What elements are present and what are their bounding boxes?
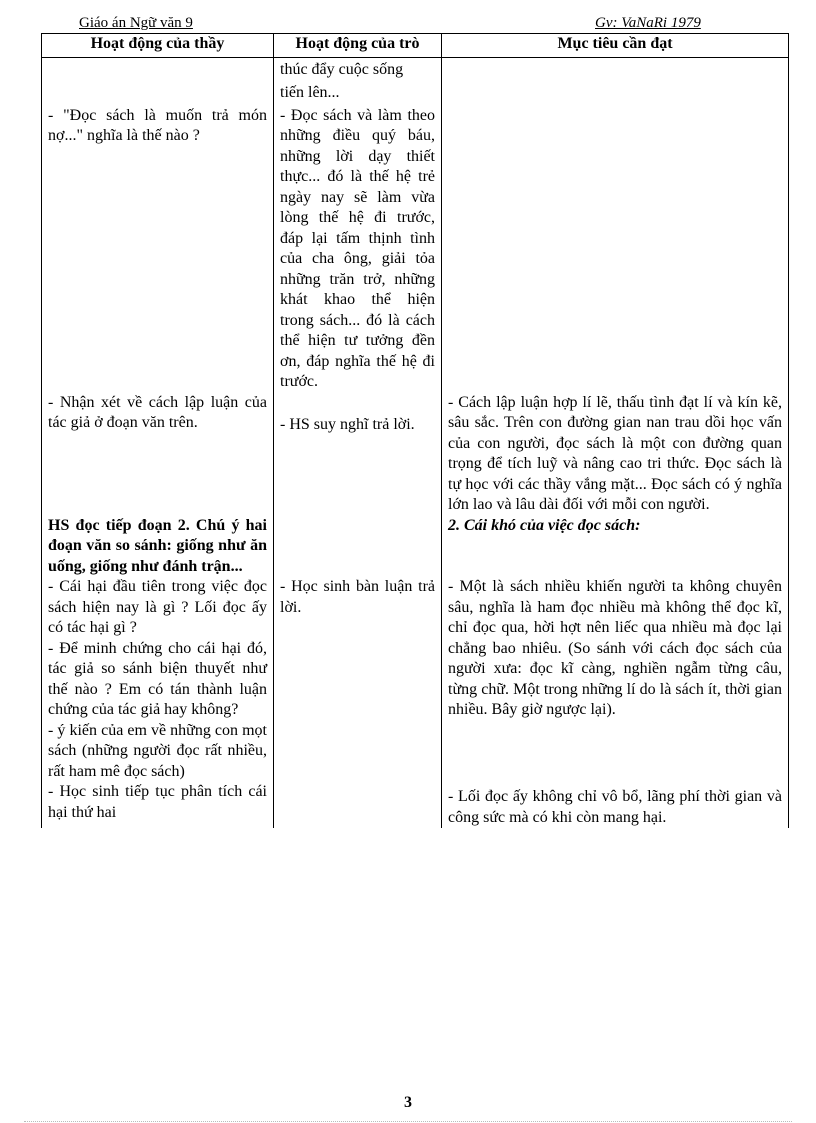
student-text: thúc đẩy cuộc sống [280,60,404,78]
cell-objective: - Cách lập luận hợp lí lẽ, thấu tình đạt lí và kín kẽ, sâu sắc. Trên con đường gian nan trau dồi học vấn của con người, đọc sách là một con đường quan trọng để tích luỹ và nâng cao tri thức. Đọc sách là tự học với các thầy vắng mặt... Đọc sách có ý nghĩa lớn lao và lâu dài đối với mỗi con người. [442,393,789,516]
cell-teacher: - "Đọc sách là muốn trả món nợ..." nghĩa là thế nào ? [42,104,274,393]
cell-objective: - Lối đọc ấy không chỉ vô bổ, lãng phí thời gian và công sức mà có khi còn mang hại. [442,782,789,828]
teacher-question: - Để minh chứng cho cái hại đó, tác giả so sánh biện thuyết như thế nào ? Em có tán thành luận chứng của tác giả hay không? [48,639,267,718]
page-number: 3 [404,1094,412,1111]
cell-teacher: - Nhận xét về cách lập luận của tác giả ở đoạn văn trên. [42,393,274,516]
student-text: tiến lên... [280,83,340,101]
header-objectives: Mục tiêu cần đạt [442,34,789,58]
cell-teacher [42,57,274,104]
cell-student [274,57,442,104]
cell-teacher: - Học sinh tiếp tục phân tích cái hại thứ hai [42,782,274,828]
teacher-question: - Cái hại đầu tiên trong việc đọc sách hiện nay là gì ? Lối đọc ấy có tác hại gì ? [48,578,267,636]
cell-teacher: HS đọc tiếp đoạn 2. Chú ý hai đoạn văn so sánh: giống như ăn uống, giống như đánh trận... [42,516,274,578]
table-header-row [42,34,789,58]
table-row [42,516,789,578]
header-subject: Giáo án Ngữ văn 9 [79,15,193,31]
header-teacher: Gv: VaNaRi 1979 [595,15,701,31]
teacher-question: - ý kiến của em về những con mọt sách (những người đọc rất nhiều, rất ham mê đọc sách) [48,721,267,780]
cell-teacher [42,577,274,782]
table-row [42,782,789,828]
footer-divider [24,1121,792,1122]
header-student-activity: Hoạt động của trò [274,34,442,58]
cell-objective: - Một là sách nhiều khiến người ta không chuyên sâu, nghĩa là ham đọc nhiều mà không thể đọc kĩ, chỉ đọc qua, hời hợt nên liếc qua nhiều mà đọc lại chẳng bao nhiêu. (So sánh với cách đọc sách của người xưa: đọc kĩ càng, nghiền ngẫm từng câu, từng chữ. Một trong những lí do là sách ít, thời gian nhiều. Bây giờ ngược lại). [442,577,789,782]
lesson-table [41,33,789,828]
table-row [42,577,789,782]
section-heading: 2. Cái khó của việc đọc sách: [448,516,641,534]
cell-student [274,516,442,578]
header-teacher-activity: Hoạt động của thầy [42,34,274,58]
table-row [42,57,789,104]
cell-objective [442,516,789,578]
table-row [42,393,789,516]
cell-student [274,782,442,828]
cell-student: - Đọc sách và làm theo những điều quý báu, những lời dạy thiết thực... đó là thế hệ trẻ ngày nay sẽ làm vừa lòng thế hệ đi trước, đáp lại tấm thịnh tình của cha ông, giải tỏa những trăn trở, những khát khao thể hiện trong sách... đó là cách thể hiện tư tưởng đền ơn, đáp nghĩa thế hệ đi trước. [274,104,442,393]
cell-student: - HS suy nghĩ trả lời. [274,393,442,516]
cell-student: - Học sinh bàn luận trả lời. [274,577,442,782]
cell-objective [442,57,789,104]
table-row [42,104,789,393]
cell-objective [442,104,789,393]
